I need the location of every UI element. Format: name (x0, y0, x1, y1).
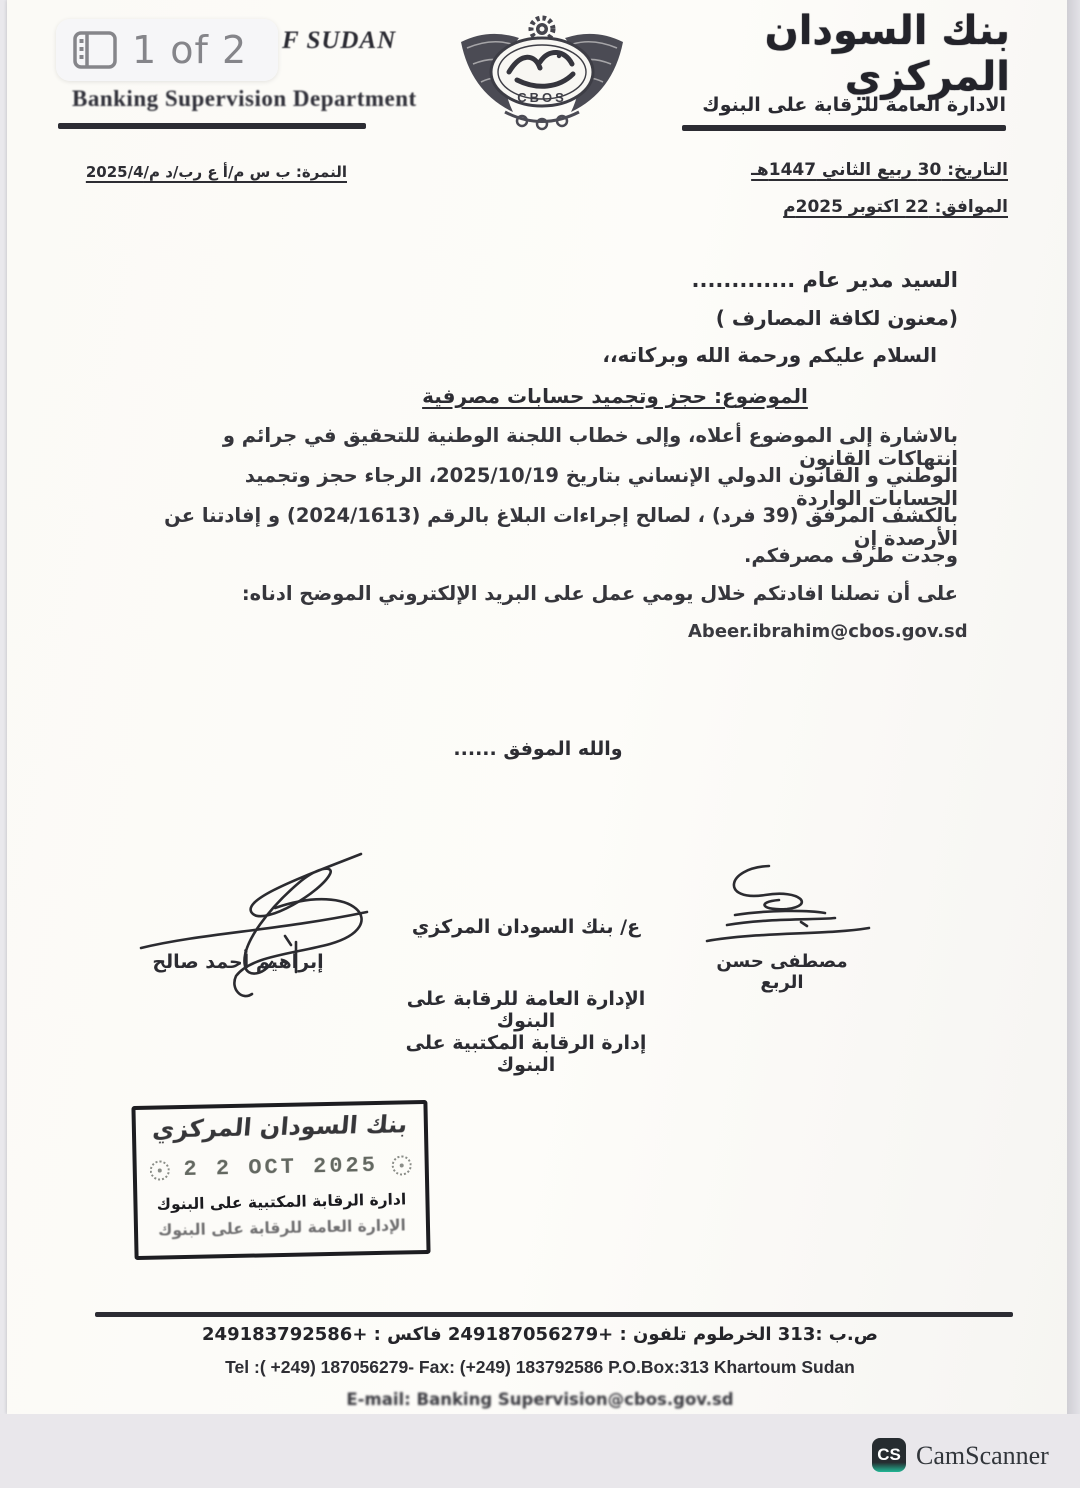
body-line-4: وجدت طرف مصرفكم. (744, 544, 958, 567)
office-stamp (131, 1100, 430, 1260)
body-line-3: بالكشف المرفق (39 فرد) ، لصالح إجراءات البلاغ بالرقم (2024/1613) و إفادتنا عن الأرصدة إن (164, 504, 958, 550)
closing-line: والله الموفق ...... (453, 738, 623, 760)
stamp-dept-line-2: الإدارة العامة للرقابة على البنوك (157, 1216, 407, 1240)
footer-rule (95, 1312, 1013, 1317)
dept-line-offsite: إدارة الرقابة المكتبية على البنوك (405, 1032, 647, 1076)
footer-contact-arabic: ص.ب :313 الخرطوم تلفون : +249187056279 فاكس : +249183792586 (202, 1324, 878, 1345)
logo-cbos-text: CBOS (517, 90, 567, 105)
page-indicator-label: 1 of 2 (132, 28, 248, 72)
body-line-5: على أن تصلنا افادتكم خلال يومي عمل على البريد الإلكتروني الموضح ادناه: (241, 582, 958, 605)
signatory-name-right: مصطفى حسن الربع (716, 951, 848, 993)
camscanner-icon (872, 1438, 906, 1472)
camscanner-icon-label: CS (877, 1445, 901, 1464)
reference-number: النمرة: ب س م/أ ع رب/د م/2025/4 (85, 163, 347, 181)
signature-scribble-left (133, 846, 405, 1008)
stamp-bank-name: بنك السودان المركزي (151, 1110, 409, 1144)
date-hijri: التاريخ: 30 ربيع الثاني 1447هـ (751, 160, 1008, 180)
page-edge-shadow (1067, 0, 1080, 1414)
cbos-crest-logo (447, 12, 637, 135)
page-indicator-pill[interactable] (56, 19, 278, 81)
stamp-date: 2 2 OCT 2025 (183, 1152, 379, 1183)
body-line-2: الوطني و القانون الدولي الإنساني بتاريخ 2025/10/19، الرجاء حجز وتجميد الحسابات الواردة (244, 464, 958, 510)
signatory-name-left: إبراهيم أحمد صالح (152, 951, 324, 973)
subject-line: الموضوع: حجز وتجميد حسابات مصرفية (422, 384, 808, 408)
greeting-line: السلام عليكم ورحمة الله وبركاته،، (602, 343, 937, 367)
footer-contact-english: Tel :( +249) 187056279- Fax: (+249) 183792586 P.O.Box:313 Khartoum Sudan (225, 1357, 855, 1377)
department-name-english: Banking Supervision Department (72, 86, 417, 111)
dept-line-general: الإدارة العامة للرقابة على البنوك (406, 988, 646, 1032)
bank-name-arabic: بنك السودان المركزي (764, 8, 1010, 100)
header-rule-left (58, 123, 366, 129)
camscanner-watermark-text: CamScanner (916, 1441, 1049, 1470)
stamp-ornament-left (392, 1155, 412, 1175)
contact-email: Abeer.ibrahim@cbos.gov.sd (688, 621, 968, 642)
body-line-1: بالاشارة إلى الموضوع أعلاه، وإلى خطاب اللجنة الوطنية للتحقيق في جرائم و انتهاكات القانون (222, 424, 958, 470)
header-rule-right (682, 125, 1006, 131)
addressee-line: السيد مدير عام ............. (691, 268, 958, 292)
stamp-dept-line-1: ادارة الرقابة المكتبية على البنوك (156, 1190, 407, 1214)
department-name-arabic: الادارة العامة للرقابة على البنوك (702, 94, 1006, 116)
pages-thumbnail-icon (72, 30, 118, 70)
signature-scribble-right (695, 852, 883, 964)
addressee-note: (معنون لكافة المصارف ) (715, 306, 958, 330)
on-behalf-line: ع/ بنك السودان المركزي (411, 916, 641, 938)
stamp-ornament-right (149, 1160, 169, 1180)
footer-email-line: E-mail: Banking Supervision@cbos.gov.sd (346, 1390, 734, 1409)
bank-name-english-partial: F SUDAN (282, 27, 397, 54)
date-gregorian: الموافق: 22 اكتوبر 2025م (783, 197, 1008, 217)
